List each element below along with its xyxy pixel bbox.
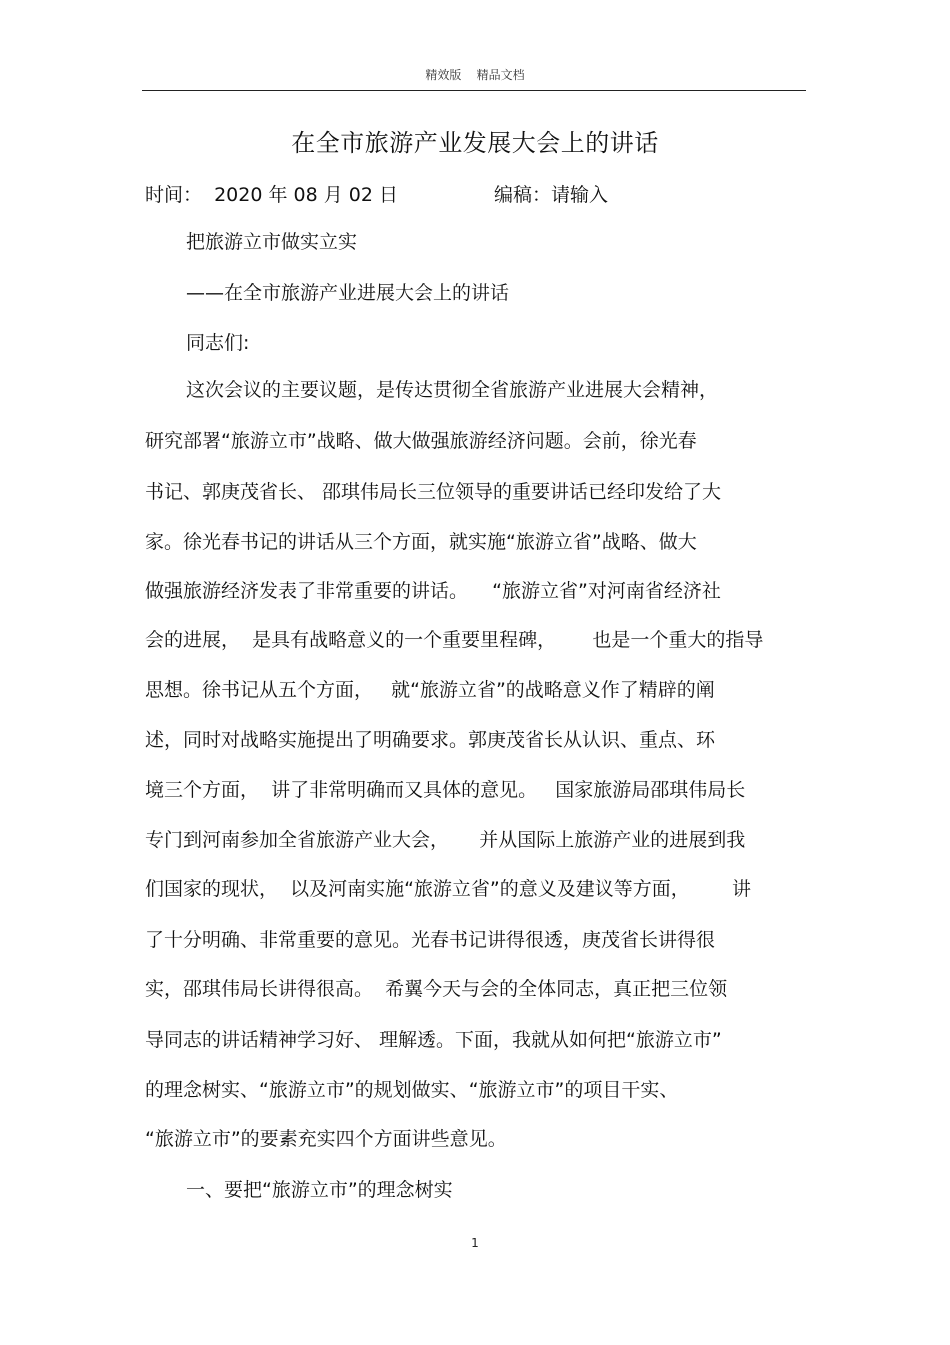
document-editor: 编稿：请输入 xyxy=(494,184,609,206)
body-line: 导同志的讲话精神学习好、 理解透。下面，我就从如何把“旅游立市” xyxy=(145,1029,722,1051)
document-date: 时间： 2020 年 08 月 02 日 xyxy=(145,184,398,206)
body-line: 做强旅游经济发表了非常重要的讲话。 “旅游立省”对河南省经济社 xyxy=(145,580,721,602)
body-line: 述，同时对战略实施提出了明确要求。郭庚茂省长从认识、重点、环 xyxy=(145,729,716,751)
body-line: 会的进展， 是具有战略意义的一个重要里程碑， 也是一个重大的指导 xyxy=(145,629,764,651)
page-header: 精效版 精品文档 xyxy=(425,68,525,82)
body-line: 境三个方面， 讲了非常明确而又具体的意见。 国家旅游局邵琪伟局长 xyxy=(145,779,746,801)
body-line: ——在全市旅游产业进展大会上的讲话 xyxy=(186,282,510,304)
body-line: 的理念树实、“旅游立市”的规划做实、“旅游立市”的项目干实、 xyxy=(145,1079,679,1101)
section-heading: 一、要把“旅游立市”的理念树实 xyxy=(186,1179,453,1201)
body-line: 把旅游立市做实立实 xyxy=(186,231,358,253)
body-line: 专门到河南参加全省旅游产业大会， 并从国际上旅游产业的进展到我 xyxy=(145,829,746,851)
body-line: 实，邵琪伟局长讲得很高。 希翼今天与会的全体同志，真正把三位领 xyxy=(145,978,728,1000)
document-title: 在全市旅游产业发展大会上的讲话 xyxy=(291,129,659,157)
body-line: 们国家的现状， 以及河南实施“旅游立省”的意义及建议等方面， 讲 xyxy=(145,878,752,900)
body-line: 了十分明确、非常重要的意见。光春书记讲得很透，庚茂省长讲得很 xyxy=(145,929,716,951)
body-line: 研究部署“旅游立市”战略、做大做强旅游经济问题。会前，徐光春 xyxy=(145,430,697,452)
body-line: 思想。徐书记从五个方面， 就“旅游立省”的战略意义作了精辟的阐 xyxy=(145,679,715,701)
page-number: 1 xyxy=(471,1236,479,1250)
body-line: 这次会议的主要议题，是传达贯彻全省旅游产业进展大会精神， xyxy=(186,379,719,401)
body-line: “旅游立市”的要素充实四个方面讲些意见。 xyxy=(145,1128,507,1150)
body-line: 家。徐光春书记的讲话从三个方面，就实施“旅游立省”战略、做大 xyxy=(145,531,697,553)
body-line: 书记、郭庚茂省长、 邵琪伟局长三位领导的重要讲话已经印发给了大 xyxy=(145,481,722,503)
header-divider xyxy=(142,90,806,91)
body-line: 同志们: xyxy=(186,332,250,354)
